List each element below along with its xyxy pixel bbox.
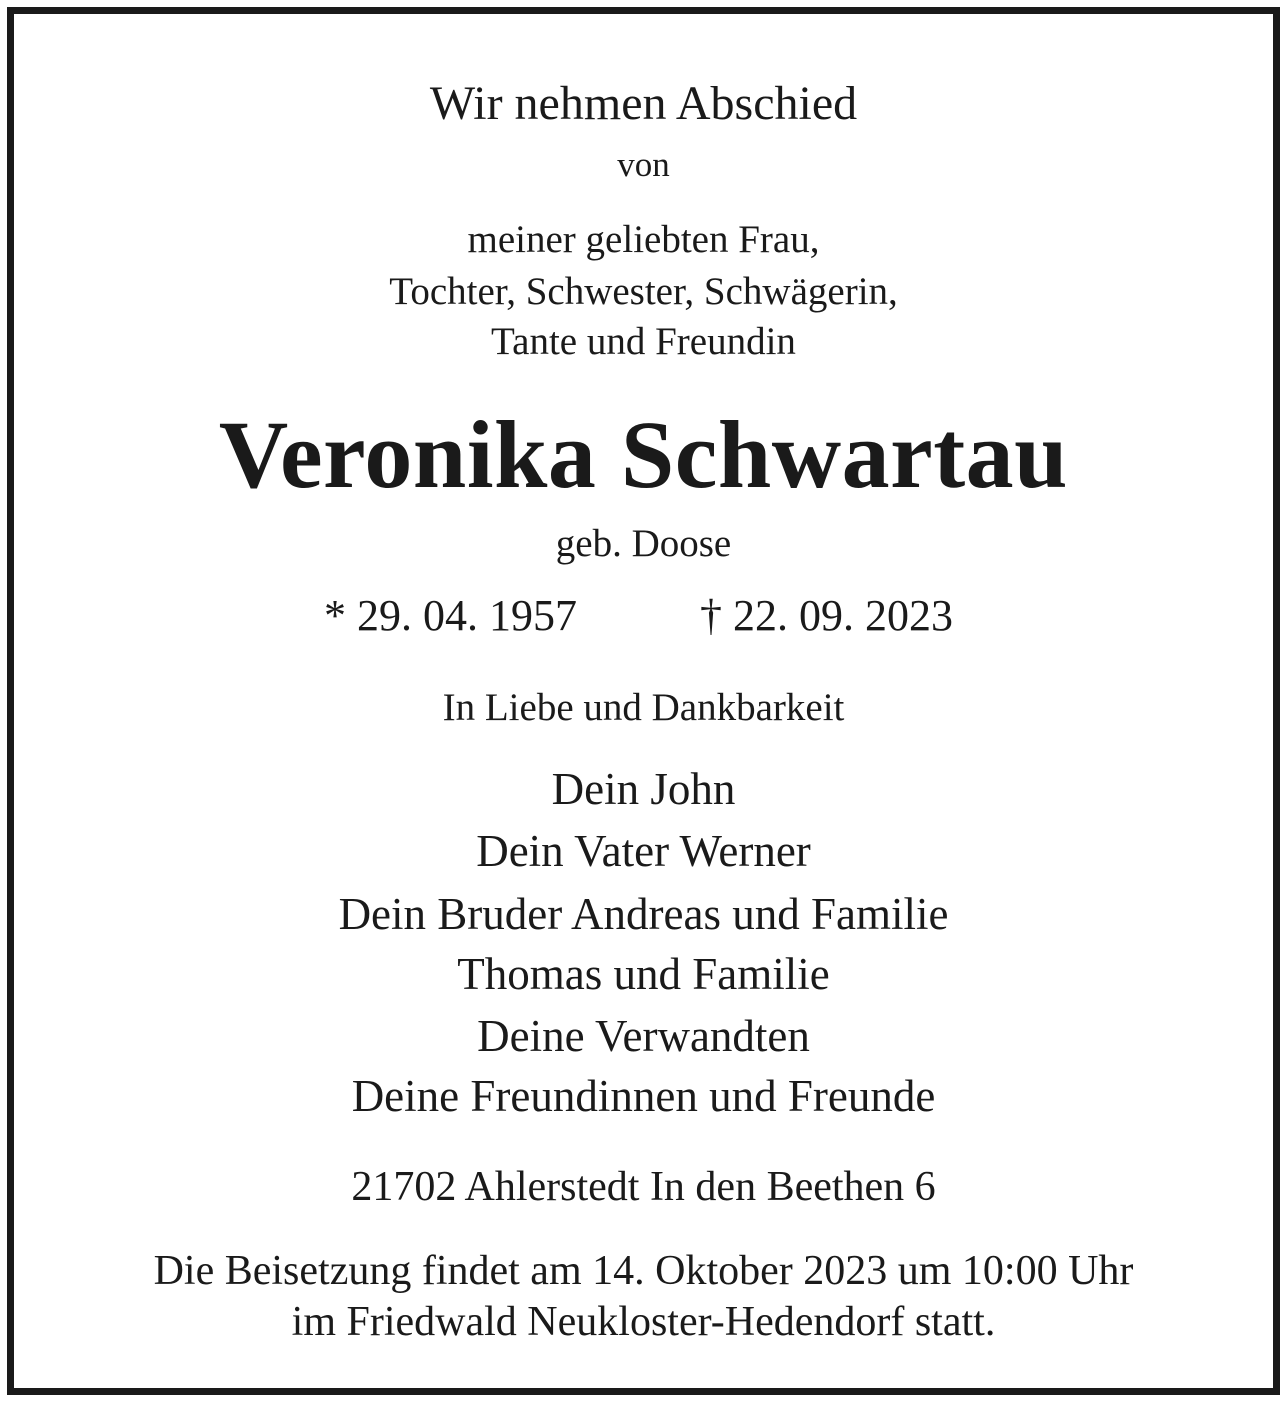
mourner-line: Dein Bruder Andreas und Familie [338, 889, 949, 939]
maiden-name: geb. Doose [555, 522, 732, 565]
relation-line: meiner geliebten Frau, [467, 218, 820, 261]
relation-line: Tochter, Schwester, Schwägerin, [389, 270, 898, 313]
mourner-line: Dein Vater Werner [476, 826, 811, 876]
closing-phrase: In Liebe und Dankbarkeit [442, 686, 845, 729]
mourner-line: Dein John [551, 764, 736, 814]
mourner-line: Thomas und Familie [457, 949, 830, 999]
death-date: † 22. 09. 2023 [700, 591, 953, 640]
birth-date: * 29. 04. 1957 [324, 591, 577, 640]
mourner-line: Deine Verwandten [477, 1011, 810, 1061]
relation-line: Tante und Freundin [491, 320, 796, 363]
obituary-notice [7, 7, 1280, 1395]
address: 21702 Ahlerstedt In den Beethen 6 [351, 1164, 936, 1210]
mourner-line: Deine Freundinnen und Freunde [351, 1071, 936, 1121]
intro-title: Wir nehmen Abschied [429, 77, 858, 130]
intro-von: von [617, 145, 670, 184]
burial-info-line: im Friedwald Neukloster-Hedendorf statt. [291, 1299, 996, 1345]
burial-info-line: Die Beisetzung findet am 14. Oktober 2023 um 10:00 Uhr [153, 1248, 1134, 1294]
deceased-name: Veronika Schwartau [218, 401, 1069, 508]
